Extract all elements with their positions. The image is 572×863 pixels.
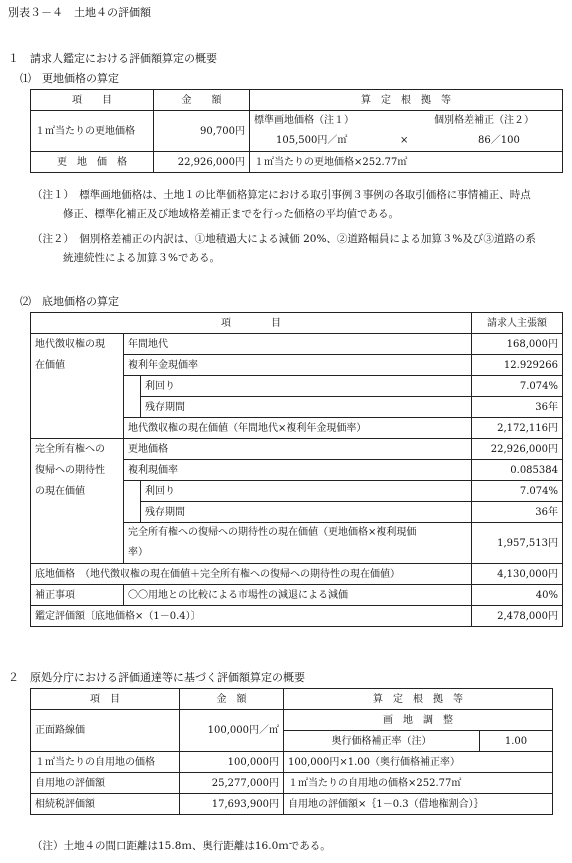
reversion-present-value-label (124, 523, 472, 564)
note-2-line-1: （注２） 個別格差補正の内訳は、①地積過大による減価 20%、②道路幅員による加算３%及び③道路の系 (32, 233, 536, 245)
land-price-value: 22,926,000円 (154, 152, 250, 173)
rent-right-present-value: 2,172,116円 (472, 418, 563, 439)
annuity-factor-value: 12.929266 (472, 355, 563, 376)
reversion-present-value: 1,957,513円 (472, 523, 563, 564)
group-reversion-spacer (31, 502, 124, 523)
base-land-price-value: 4,130,000円 (472, 564, 563, 585)
note-1-line-2: 修正、標準化補正及び地域格差補正までを行った価格の平均値である。 (63, 208, 399, 220)
unit-own-land-price-label: １㎡当たりの自用地の価格 (31, 752, 180, 773)
annual-rent-label: 年間地代 (124, 334, 472, 355)
lot-adjustment-heading: 画 地 調 整 (284, 710, 553, 731)
present-value-factor-value: 0.085384 (472, 460, 563, 481)
front-road-price-label: 正面路線価 (31, 710, 180, 752)
row-label-unit-land-price: １㎡当たりの更地価格 (31, 111, 154, 152)
adjustment-description: 〇〇用地との比較による市場性の減退による減価 (124, 585, 472, 606)
unit-own-land-price-basis: 100,000円×1.00（奥行価格補正率） (284, 752, 553, 773)
standard-lot-price-label: 標準画地価格（注１） (254, 115, 354, 126)
appraisal-value-label: 鑑定評価額〔底地価格×（1－0.4）〕 (31, 606, 472, 627)
indent-cell (124, 481, 141, 502)
group-rent-spacer (31, 418, 124, 439)
group-rent-right-label-line-2: 在価値 (31, 355, 124, 376)
remaining-period-value: 36年 (472, 397, 563, 418)
yield-value: 7.074% (472, 376, 563, 397)
front-road-price-value: 100,000円／㎡ (180, 710, 284, 752)
individual-adjustment-value: 86／100 (478, 135, 520, 146)
adjustment-rate: 40% (472, 585, 563, 606)
note-1-line-1: （注１） 標準画地価格は、土地１の比準価格算定における取引事例３事例の各取引価格に事情補正、時点 (32, 189, 531, 201)
annual-rent-value: 168,000円 (472, 334, 563, 355)
remaining-period-value: 36年 (472, 502, 563, 523)
depth-adjustment-value: 1.00 (480, 731, 553, 752)
yield-label: 利回り (141, 376, 472, 397)
remaining-period-label: 残存期間 (141, 502, 472, 523)
own-land-value-basis: １㎡当たりの自用地の価格×252.77㎡ (284, 773, 553, 794)
land-value-table (30, 89, 563, 173)
note-2-line-2: 統連続性による加算３%である。 (63, 252, 220, 264)
column-header-item: 項 目 (31, 689, 180, 710)
unit-land-price-basis (250, 111, 563, 152)
base-land-value-table (30, 312, 563, 627)
yield-label: 利回り (141, 481, 472, 502)
section-2-heading: ２ 原処分庁における評価通達等に基づく評価額算定の概要 (8, 671, 305, 684)
section-1-heading: １ 請求人鑑定における評価額算定の概要 (8, 52, 217, 65)
subsection-1-heading: ⑴ 更地価格の算定 (20, 72, 119, 85)
multiply-sign: × (400, 135, 409, 146)
group-reversion-spacer (31, 523, 124, 564)
land-price-basis: １㎡当たりの更地価格×252.77㎡ (250, 152, 563, 173)
column-header-amount: 金 額 (180, 689, 284, 710)
column-header-basis: 算 定 根 拠 等 (284, 689, 553, 710)
inheritance-tax-value-label: 相続税評価額 (31, 794, 180, 815)
unit-own-land-price-value: 100,000円 (180, 752, 284, 773)
indent-cell (124, 502, 141, 523)
individual-adjustment-label: 個別格差補正（注２） (434, 115, 534, 126)
present-value-factor-label: 複利現価率 (124, 460, 472, 481)
group-rent-right-label-line-1: 地代徴収権の現 (31, 334, 124, 355)
indent-cell (124, 397, 141, 418)
reversion-present-value-label-line-1: 完全所有権への復帰への期待性の現在価値（更地価格×複利現価 (128, 527, 417, 538)
depth-adjustment-label: 奥行価格補正率（注） (284, 731, 480, 752)
yield-value: 7.074% (472, 481, 563, 502)
rent-right-present-value-label: 地代徴収権の現在価値（年間地代×複利年金現価率） (124, 418, 472, 439)
own-land-value: 25,277,000円 (180, 773, 284, 794)
reversion-present-value-label-line-2: 率） (128, 547, 148, 558)
standard-lot-price-value: 105,500円／㎡ (276, 135, 348, 146)
land-price-label: 更地価格 (124, 439, 472, 460)
base-land-price-label: 底地価格 （地代徴収権の現在価値＋完全所有権への復帰への期待性の現在価値） (31, 564, 472, 585)
inheritance-tax-value: 17,693,900円 (180, 794, 284, 815)
group-rent-spacer (31, 397, 124, 418)
adjustment-label: 補正事項 (31, 585, 124, 606)
column-header-amount: 金 額 (154, 90, 250, 111)
indent-cell (124, 376, 141, 397)
tax-valuation-table (30, 688, 553, 815)
group-reversion-label-line-3: の現在価値 (31, 481, 124, 502)
column-header-basis: 算 定 根 拠 等 (250, 90, 563, 111)
column-header-item: 項 目 (31, 90, 154, 111)
own-land-value-label: 自用地の評価額 (31, 773, 180, 794)
land-price-value: 22,926,000円 (472, 439, 563, 460)
column-header-claimed-amount: 請求人主張額 (472, 313, 563, 334)
remaining-period-label: 残存期間 (141, 397, 472, 418)
row-label-land-price: 更 地 価 格 (31, 152, 154, 173)
inheritance-tax-value-basis: 自用地の評価額×｛1－0.3（借地権割合）｝ (284, 794, 553, 815)
subsection-2-heading: ⑵ 底地価格の算定 (20, 295, 119, 308)
section-2-note: （注）土地４の間口距離は15.8ｍ、奥行距離は16.0ｍである。 (32, 840, 331, 852)
column-header-item: 項 目 (31, 313, 472, 334)
group-rent-spacer (31, 376, 124, 397)
group-reversion-label-line-1: 完全所有権への (31, 439, 124, 460)
appraisal-value: 2,478,000円 (472, 606, 563, 627)
group-reversion-label-line-2: 復帰への期待性 (31, 460, 124, 481)
unit-land-price-value: 90,700円 (154, 111, 250, 152)
document-title: 別表３－４ 土地４の評価額 (8, 6, 151, 19)
annuity-factor-label: 複利年金現価率 (124, 355, 472, 376)
